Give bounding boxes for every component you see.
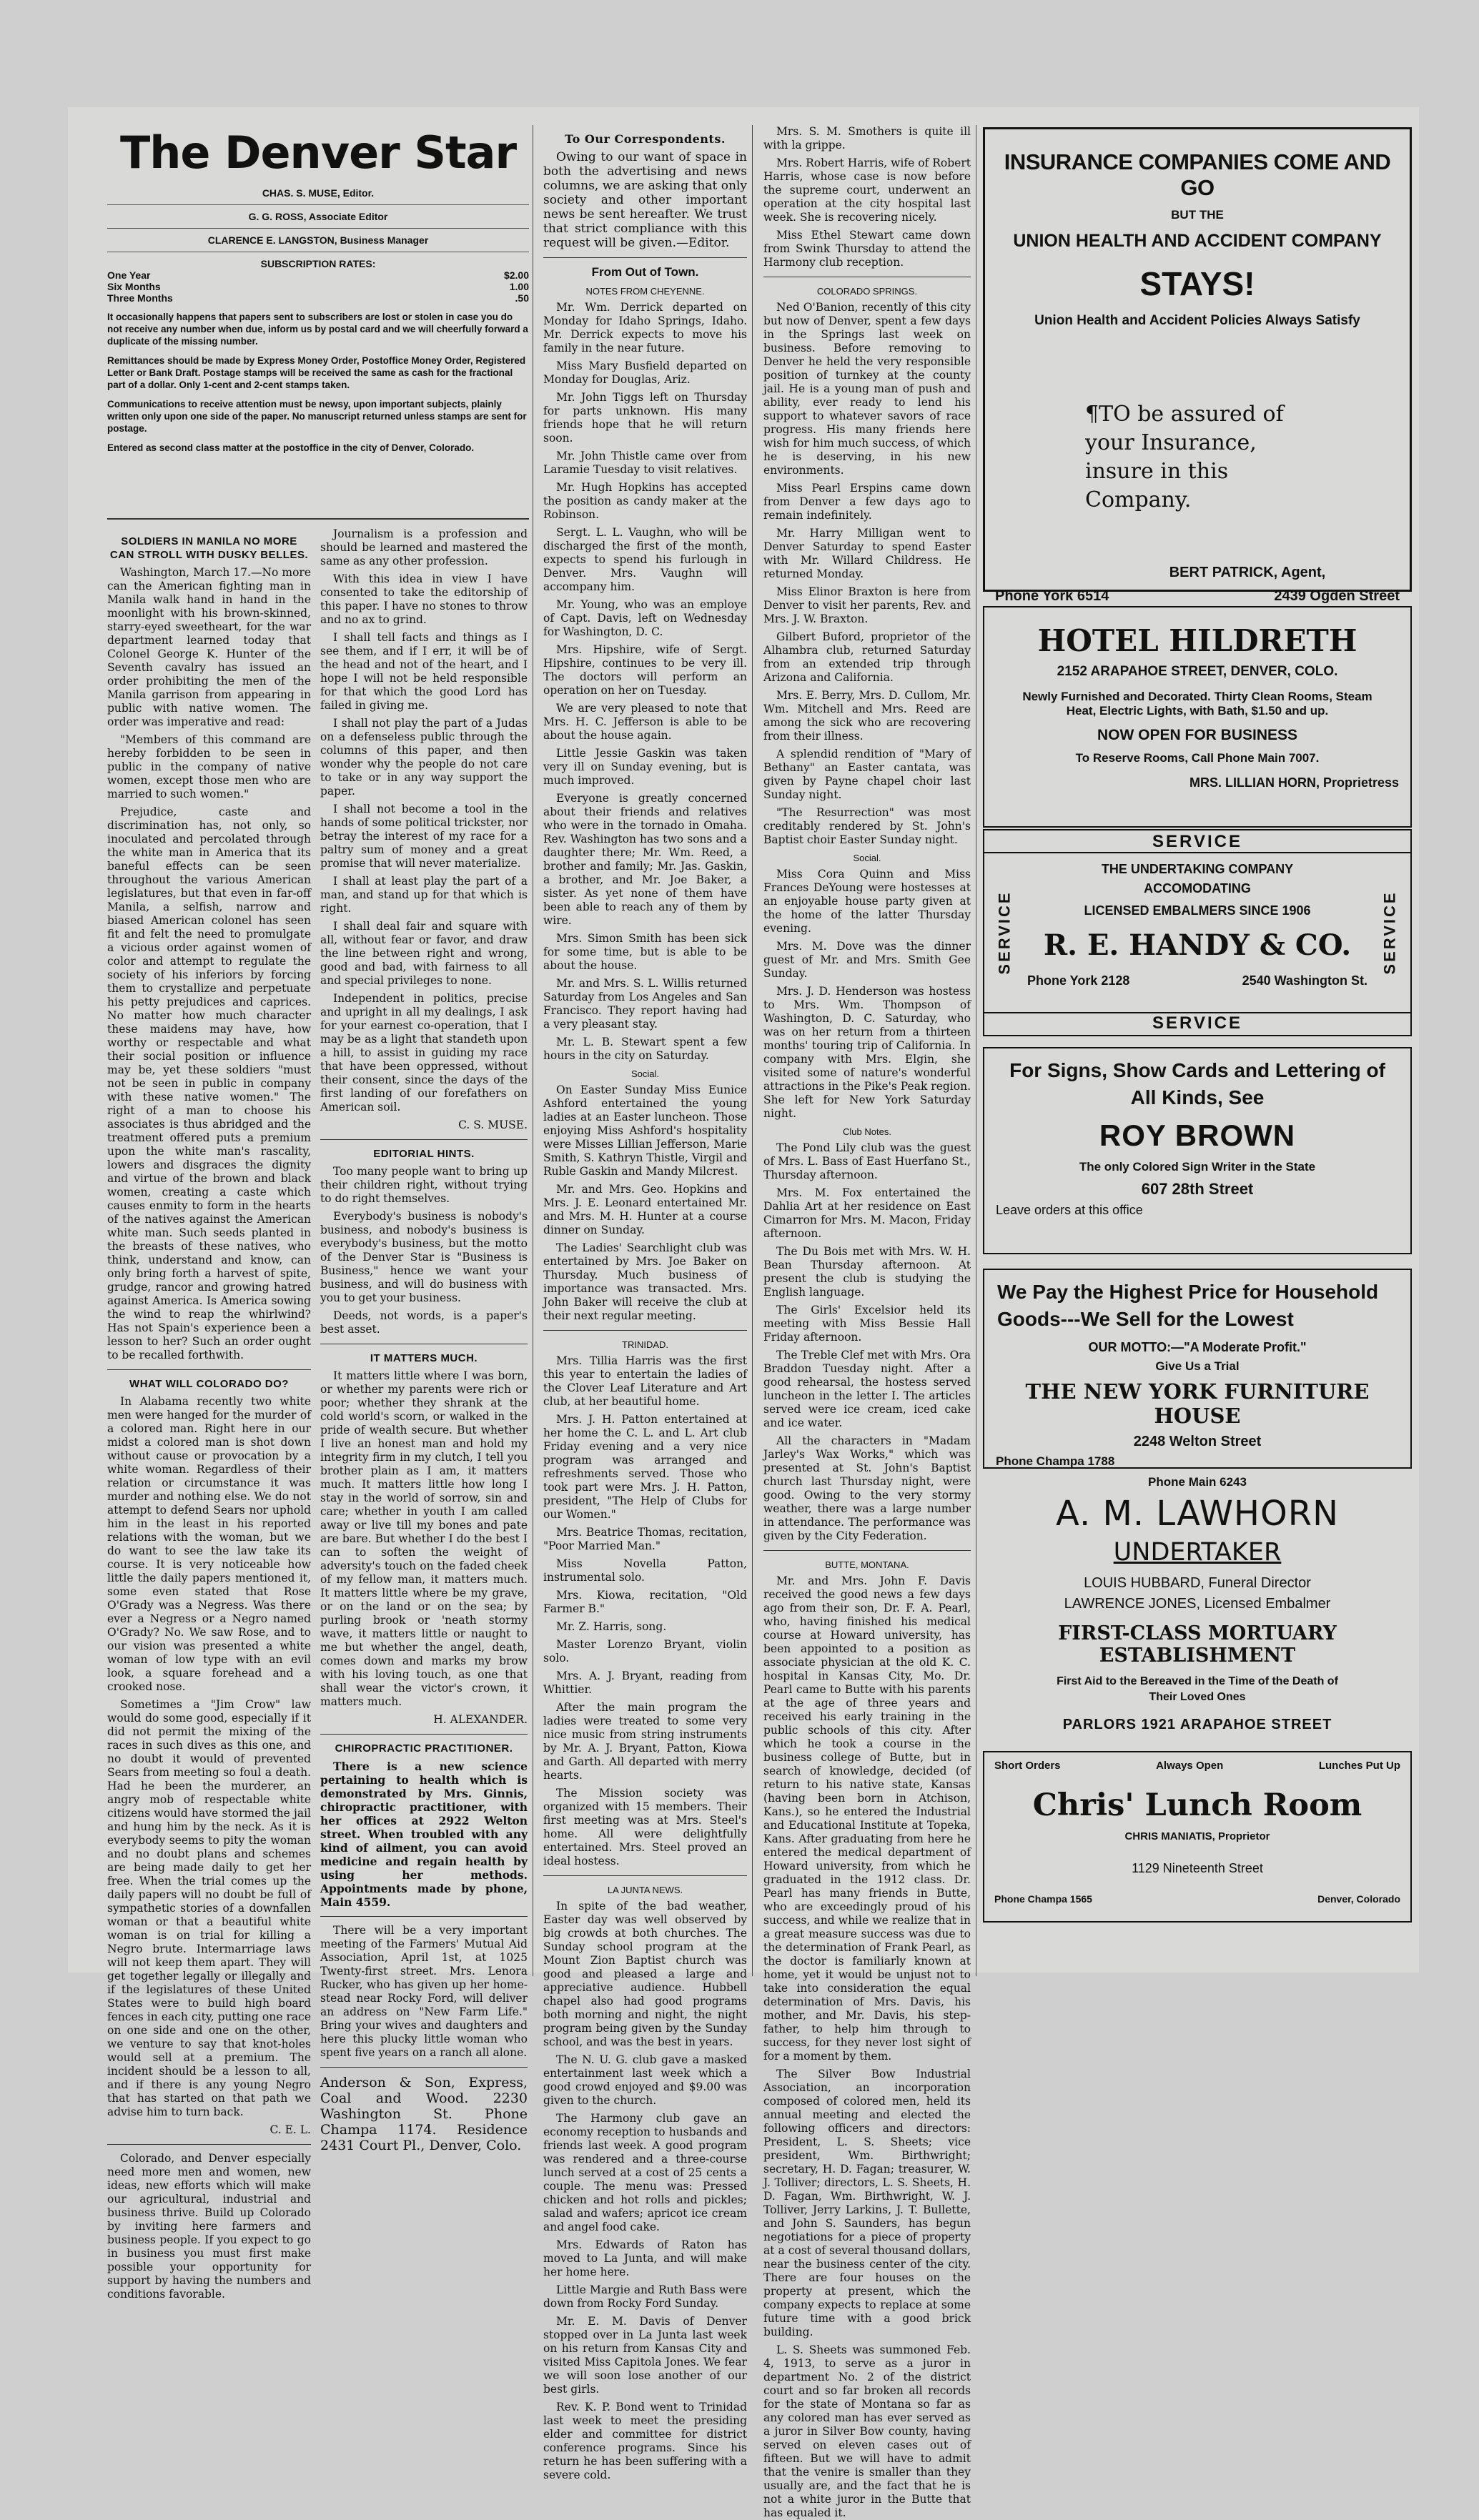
article-paragraph: With this idea in view I have consented to take the editorship of this paper. I have no stones to throw and no ax to grind. bbox=[320, 572, 528, 626]
masthead bbox=[107, 125, 529, 520]
divider bbox=[107, 2144, 311, 2145]
article-paragraph: Independent in politics, precise and upright in all my dealings, I ask for your earnest co-operation, that I may be as a light that standeth upon a hill, to assist in guiding my race that have been oppressed, without their consent, since the days of the first landing of our forefathers on American soil. bbox=[320, 992, 528, 1113]
article-headline: EDITORIAL HINTS. bbox=[373, 1148, 475, 1160]
service-banner-right: SERVICE bbox=[1380, 891, 1399, 975]
article-paragraph: Mr. and Mrs. S. L. Willis returned Saturday from Los Angeles and San Francisco. They report having had a very pleasant stay. bbox=[543, 977, 747, 1031]
divider bbox=[107, 1369, 311, 1370]
rates-title: SUBSCRIPTION RATES: bbox=[260, 258, 376, 269]
article-paragraph: I shall at least play the part of a man, and stand up for that which is right. bbox=[320, 875, 528, 915]
article-paragraph: Miss Mary Busfield departed on Monday for Douglas, Ariz. bbox=[543, 359, 747, 386]
article-paragraph: I shall not play the part of a Judas on a defenseless public through the columns of this paper, and then wonder why the people do not care to take or in any way support the paper. bbox=[320, 717, 528, 798]
article-paragraph: Mr. John Thistle came over from Laramie Tuesday to visit relatives. bbox=[543, 450, 747, 476]
article-paragraph: Sometimes a "Jim Crow" law would do some good, especially if it did not permit the mixing of the races in such dives as this one, and no doubt it would of prevented Sears from meeting so foul a death. Had he been the murderer, an angry mob of respectable white citizens would have stormed the jail and hung him by the neck. As it is everybody seems to pity the woman and no doubt plans and schemes are being made daily to get her free. When the trial comes up the daily papers will no doubt be full of sympathetic stories of a downfallen woman or that a beautiful white woman is on trial for killing a Negro brute. Intermarriage laws will not keep them apart. They will get together legally or illegally and if the legislatures of these United States were to build high board fences in each city, putting one race on one side and one on the other, we venture to say that knot-holes would sell at a premium. The incident should be a lesson to all, and if there is any young Negro that has started on that path we advise him to turn back. bbox=[107, 1698, 311, 2118]
article-paragraph: Mr. E. M. Davis of Denver stopped over in La Junta last week on his return from Kansas City and visited Miss Capitola Jones. We fear we will soon lose another of our best girls. bbox=[543, 2315, 747, 2396]
article-paragraph: The N. U. G. club gave a masked entertainment last week which a good crowd enjoyed and $9.00 was given to the church. bbox=[543, 2053, 747, 2107]
article-paragraph: Mr. Wm. Derrick departed on Monday for Idaho Springs, Idaho. Mr. Derrick expects to move his family in the near future. bbox=[543, 301, 747, 354]
article-paragraph: I shall tell facts and things as I see them, and if I err, it will be of the head and not of the heart, and I hope I will not be held responsible for that which the good Lord has failed in giving me. bbox=[320, 631, 528, 712]
associate-editor-line: G. G. ROSS, Associate Editor bbox=[107, 211, 529, 229]
divider bbox=[763, 1550, 971, 1551]
article-paragraph: The Girls' Excelsior held its meeting with Miss Bessie Hall Friday afternoon. bbox=[763, 1304, 971, 1344]
article-paragraph: Ned O'Banion, recently of this city but now of Denver, spent a few days in the Springs last week on business. Before removing to Denver he held the very responsible position of turnkey at the county jail. He is a young man of push and ability, ever ready to lend his support to whatever savors of race progress. His many friends here wish for him much success, of which he is deserving, in his new environments. bbox=[763, 301, 971, 477]
article-paragraph: Owing to our want of space in both the advertising and news columns, we are asking that only society and other important news be sent hereafter. We trust that strict compliance with this request will be given.—Editor. bbox=[543, 150, 747, 250]
article-paragraph: Miss Elinor Braxton is here from Denver to visit her parents, Rev. and Mrs. J. W. Braxton. bbox=[763, 585, 971, 625]
service-banner: SERVICE bbox=[984, 1012, 1410, 1033]
article-paragraph: The Mission society was organized with 15 members. Their first meeting was at Mrs. Steel's home. All were delightfully entertained. Mrs. Steel proved an ideal hostess. bbox=[543, 1787, 747, 1867]
article-paragraph: Washington, March 17.—No more can the American fighting man in Manila walk hand in hand in the moonlight with his brown-skinned, starry-eyed sweetheart, for the war department learned today that Colonel George K. Hunter of the Seventh cavalry has issued an order prohibiting the men of the Manila garrison from appearing in public with native women. The order was imperative and read: bbox=[107, 566, 311, 728]
article-paragraph: Mrs. Beatrice Thomas, recitation, "Poor Married Man." bbox=[543, 1526, 747, 1552]
divider bbox=[543, 1875, 747, 1876]
article-paragraph: The Treble Clef met with Mrs. Ora Braddon Tuesday night. After a good rehearsal, the hostess served luncheon in the letter I. The articles served were ice cream, iced cake and ice water. bbox=[763, 1349, 971, 1429]
article-paragraph: In spite of the bad weather, Easter day was well observed by big crowds at both churches. The Sunday school program at the Mount Zion Baptist church was good and pleased a large and appreciative audience. Hubbell chapel also had good programs both morning and night, the night program being given by the Sunday school, and was the best in years. bbox=[543, 1900, 747, 2048]
column-1 bbox=[107, 527, 311, 2301]
article-paragraph: The Silver Bow Industrial Association, an incorporation composed of colored men, held its annual meeting and elected the following officers and directors: President, L. S. Sheets; vice president, Wm. Birthwright; secretary, H. D. Fagan; treasurer, W. J. Tolliver; directors, L. S. Sheets, H. D. Fagan, Wm. Birthwright, W. J. Tolliver, Jerry Larkins, J. T. Bullette, and John S. Saunders, has begun negotiations for a piece of property at a cost of several thousand dollars, near the business center of the city. There are four houses on the property at present, which the company expects to replace at some future time with a good brick building. bbox=[763, 2068, 971, 2338]
service-banner-left: SERVICE bbox=[995, 891, 1014, 975]
article-paragraph: Miss Ethel Stewart came down from Swink Thursday to attend the Harmony club reception. bbox=[763, 229, 971, 269]
article-paragraph: We are very pleased to note that Mrs. H. C. Jefferson is able to be about the house again. bbox=[543, 702, 747, 742]
article-paragraph: The Ladies' Searchlight club was entertained by Mrs. Joe Baker on Thursday. Much business of importance was transacted. Mrs. John Baker will receive the club at their next regular meeting. bbox=[543, 1241, 747, 1322]
signature: H. ALEXANDER. bbox=[433, 1713, 528, 1726]
rate-row: Three Months .50 bbox=[107, 292, 529, 304]
divider bbox=[543, 1330, 747, 1331]
article-paragraph: Mrs. M. Fox entertained the Dahlia Art at her residence on East Cimarron for Mrs. M. Macon, Friday afternoon. bbox=[763, 1186, 971, 1240]
article-paragraph: Mrs. Hipshire, wife of Sergt. Hipshire, continues to be very ill. The doctors will perform an operation on her on Tuesday. bbox=[543, 643, 747, 697]
section-subhead: NOTES FROM CHEYENNE. bbox=[585, 286, 705, 297]
article-paragraph: "The Resurrection" was most creditably rendered by St. John's Baptist choir Easter Sunday night. bbox=[763, 806, 971, 846]
article-paragraph: There is a new science pertaining to health which is demonstrated by Mrs. Ginnis, chiropractic practitioner, with her offices at 2922 Welton street. When troubled with any kind of ailment, you can avoid medicine and regain health by using her methods. Appointments made by phone, Main 4559. bbox=[320, 1760, 528, 1909]
article-paragraph: There will be a very important meeting of the Farmers' Mutual Aid Association, April 1st, at 1025 Twenty-first street. Mrs. Lenora Rucker, who has given up her home-stead near Rocky Ford, will deliver an address on "New Farm Life." Bring your wives and daughters and here this plucky little woman who spent five years on a ranch all alone. bbox=[320, 1924, 528, 2059]
signature: C. S. MUSE. bbox=[458, 1118, 528, 1131]
notice-remittances: Remittances should be made by Express Money Order, Postoffice Money Order, Registered Letter or Bank Draft. Postage stamps will be received the same as cash for the fractional part of a dollar. Only 1-cent and 2-cent stamps taken. bbox=[107, 355, 526, 390]
section-subhead: Social. bbox=[630, 1068, 660, 1079]
business-manager-line: CLARENCE E. LANGSTON, Business Manager bbox=[107, 234, 529, 252]
ad-lawhorn-undertaker: Phone Main 6243 A. M. LAWHORN UNDERTAKER LOUIS HUBBARD, Funeral Director LAWRENCE JONES, Licensed Embalmer FIRST-CLASS MORTUARY ESTABLISHMENT First Aid to the Bereaved in the Time of the Death of Their Loved Ones PARLORS 1921 ARAPAHOE STREET bbox=[1055, 1475, 1340, 1732]
article-paragraph: Mrs. M. Dove was the dinner guest of Mr. and Mrs. Smith Gee Sunday. bbox=[763, 940, 971, 980]
signature: C. E. L. bbox=[269, 2123, 311, 2136]
column-3 bbox=[543, 125, 748, 2481]
section-subhead: BUTTE, MONTANA. bbox=[825, 1559, 909, 1570]
article-paragraph: Everybody's business is nobody's business, and nobody's business is everybody's business, but the motto of the Denver Star is "Business is Business," hence we want your business, and will do business with you to get your business. bbox=[320, 1210, 528, 1304]
article-paragraph: The Pond Lily club was the guest of Mrs. L. Bass of East Huerfano St., Thursday afternoon. bbox=[763, 1141, 971, 1181]
ad-handy-undertaking: SERVICE SERVICE SERVICE THE UNDERTAKING COMPANY ACCOMODATING LICENSED EMBALMERS SINCE 1906 R. E. HANDY & CO. Phone York 2128 2540 Washington St. SERVICE bbox=[983, 829, 1412, 1036]
column-2 bbox=[320, 527, 528, 2153]
article-paragraph: Master Lorenzo Bryant, violin solo. bbox=[543, 1638, 747, 1665]
article-paragraph: I shall not become a tool in the hands of some political trickster, nor betray the interest of my race for a paltry sum of money and a great promise that will never materialize. bbox=[320, 803, 528, 870]
article-paragraph: Mrs. E. Berry, Mrs. D. Cullom, Mr. Wm. Mitchell and Mrs. Reed are among the sick who are recovering from their illness. bbox=[763, 689, 971, 743]
divider bbox=[320, 1139, 528, 1140]
article-paragraph: "Members of this command are hereby forbidden to be seen in public in the company of native women, except those men who are married to such women." bbox=[107, 733, 311, 800]
article-paragraph: A splendid rendition of "Mary of Bethany" an Easter cantata, was given by Payne chapel choir last Sunday night. bbox=[763, 748, 971, 801]
subscription-rates bbox=[107, 258, 529, 304]
anderson-notice: Anderson & Son, Express, Coal and Wood. 2230 Washington St. Phone Champa 1174. Residence 2431 Court Pl., Denver, Colo. bbox=[320, 2075, 528, 2153]
article-paragraph: Journalism is a profession and should be learned and mastered the same as any other profession. bbox=[320, 527, 528, 567]
divider bbox=[320, 1734, 528, 1735]
article-paragraph: Mr. Young, who was an employe of Capt. Davis, left on Wednesday for Washington, D. C. bbox=[543, 598, 747, 638]
article-paragraph: Mr. and Mrs. Geo. Hopkins and Mrs. J. E. Leonard entertained Mr. and Mrs. M. H. Hunter at a course dinner on Sunday. bbox=[543, 1183, 747, 1236]
article-paragraph: I shall deal fair and square with all, without fear or favor, and draw the line between right and wrong, good and bad, with fairness to all and special privileges to none. bbox=[320, 920, 528, 987]
rate-row: One Year $2.00 bbox=[107, 269, 529, 281]
article-paragraph: After the main program the ladies were treated to some very nice music from string instruments by Mr. A. J. Bryant, Patton, Kiowa and Garth. All departed with merry hearts. bbox=[543, 1701, 747, 1782]
article-paragraph: In Alabama recently two white men were hanged for the murder of a colored man. Right here in our midst a colored man is shot down without cause or provocation by a white woman. Regardless of their relation or circumstance it was murder and nothing else. We do not attempt to defend Sears nor uphold him in the least in his reported relations with the woman, but we do want to see the law take its course. It is very noticeable how little the daily papers mentioned it, some even stated that Rose O'Grady was a Negress. Was there ever a Negress or a Negro named O'Grady? No. We saw Rose, and to our vision was presented a white woman of low type with an evil look, a square forehead and a crooked nose. bbox=[107, 1395, 311, 1693]
divider bbox=[320, 2067, 528, 2068]
section-subhead: COLORADO SPRINGS. bbox=[816, 286, 918, 297]
entered-notice: Entered as second class matter at the postoffice in the city of Denver, Colorado. bbox=[107, 442, 475, 453]
editor-line: CHAS. S. MUSE, Editor. bbox=[107, 187, 529, 205]
divider bbox=[320, 1916, 528, 1917]
section-subhead: Social. bbox=[853, 853, 881, 863]
article-paragraph: Miss Novella Patton, instrumental solo. bbox=[543, 1557, 747, 1584]
article-paragraph: Mrs. J. H. Patton entertained at her home the C. L. and L. Art club Friday evening and a very nice program was arranged and refreshments served. Those who took part were Mrs. J. H. Patton, president, "The Help of Clubs for our Women." bbox=[543, 1413, 747, 1521]
article-paragraph: All the characters in "Madam Jarley's Wax Works," which was presented at St. John's Baptist church last Thursday night, were good. Owing to the very stormy weather, there was a large number in attendance. The performance was given by the City Federation. bbox=[763, 1434, 971, 1542]
ad-new-york-furniture: We Pay the Highest Price for Household Goods---We Sell for the Lowest OUR MOTTO:—"A Moderate Profit." Give Us a Trial THE NEW YORK FURNITURE HOUSE 2248 Welton Street Phone Champa 1788 bbox=[983, 1269, 1412, 1469]
article-paragraph: Mrs. Tillia Harris was the first this year to entertain the ladies of the Clover Leaf Literature and Art club, at her beautiful home. bbox=[543, 1354, 747, 1408]
article-paragraph: Mr. Z. Harris, song. bbox=[556, 1620, 667, 1633]
article-paragraph: Everyone is greatly concerned about their friends and relatives who were in the tornado in Omaha. Rev. Washington has two sons and a daughter there; Mr. Wm. Reed, a brother and family; Mr. Jas. Gaskin, a brother, and Mr. Joe Baker, a sister. As yet none of them have been able to reach any of them by wire. bbox=[543, 792, 747, 927]
article-paragraph: Mr. Harry Milligan went to Denver Saturday to spend Easter with Mr. Willard Childress. He returned Monday. bbox=[763, 527, 971, 580]
ad-insurance: INSURANCE COMPANIES COME AND GO BUT THE UNION HEALTH AND ACCIDENT COMPANY STAYS! Union Health and Accident Policies Always Satisfy ¶TO be assured of your Insurance, insure in this Company. BERT PATRICK, Agent, Phone York 6514 2439 Ogden Street bbox=[983, 127, 1412, 592]
section-headline: From Out of Town. bbox=[591, 265, 699, 279]
article-paragraph: Mr. L. B. Stewart spent a few hours in the city on Saturday. bbox=[543, 1036, 747, 1062]
article-paragraph: Mrs. Simon Smith has been sick for some time, but is able to be about the house. bbox=[543, 932, 747, 972]
section-subhead: LA JUNTA NEWS. bbox=[607, 1885, 683, 1895]
article-paragraph: Mr. John Tiggs left on Thursday for parts unknown. His many friends hope that he will return soon. bbox=[543, 391, 747, 445]
column-4 bbox=[763, 125, 971, 2519]
article-paragraph: Rev. K. P. Bond went to Trinidad last week to meet the presiding elder and committee for district conference programs. Since his return he has been suffering with a severe cold. bbox=[543, 2401, 747, 2481]
article-paragraph: Mrs. Kiowa, recitation, "Old Farmer B." bbox=[543, 1589, 747, 1615]
article-paragraph: Mrs. J. D. Henderson was hostess to Mrs. Wm. Thompson of Washington, D. C. Saturday, who was on her return from a thirteen months' touring trip of California. In company with Mrs. Elgin, she visited some of nature's wonderful attractions in the Pike's Peak region. She left for New York Saturday night. bbox=[763, 985, 971, 1120]
article-paragraph: Little Jessie Gaskin was taken very ill on Sunday evening, but is much improved. bbox=[543, 747, 747, 787]
article-paragraph: Too many people want to bring up their children right, without trying to do right themselves. bbox=[320, 1165, 528, 1205]
article-headline: SOLDIERS IN MANILA NO MORE CAN STROLL WITH DUSKY BELLES. bbox=[109, 535, 309, 561]
article-paragraph: It matters little where I was born, or whether my parents were rich or poor; whether they shrank at the cold world's scorn, or walked in the pride of wealth secure. But whether I live an honest man and hold my integrity firm in my clutch, I tell you brother plain as I am, it matters much. It matters little how long I stay in the world of sorrow, sin and care; whether in youth I am called away or live till my bones and pate are bare. But whether I do the best I can to soften the weight of adversity's touch on the faded cheek of my fellow man, it matters much. It matters little where be my grave, or on the land or on the sea; by purling brook or 'neath stormy wave, it matters little or naught to me but whether the angel, death, comes down and marks my brow with his loving touch, as one that shall wear the victor's crown, it matters much. bbox=[320, 1369, 528, 1708]
section-subhead: TRINIDAD. bbox=[622, 1339, 668, 1350]
article-paragraph: Mrs. S. M. Smothers is quite ill with la grippe. bbox=[763, 125, 971, 152]
notice-communications: Communications to receive attention must be newsy, upon important subjects, plainly written only upon one side of the paper. No manuscript returned unless stamps are sent for postage. bbox=[107, 399, 527, 434]
article-paragraph: Mr. and Mrs. John F. Davis received the good news a few days ago from their son, Dr. F. A. Pearl, who, having finished his medical course at Howard university, has been appointed to a position as associate physician at the old K. C. hospital in Kansas City, Mo. Dr. Pearl came to Butte with his parents at the age of three years and received his early training in the public schools of this city. After which he took a course in the business college of Butte, but in search of knowledge, decided (of return to his native state, Kansas (having been born in Atchison, Kans.), so he entered the Industrial and Educational Institute at Topeka, Kans. After graduating from here he entered the medical department of Howard university, from which he graduated in the 1912 class. Dr. Pearl has many friends in Butte, who are exceedingly proud of his success, and while we realize that in a great measure success was due to the determination of Frank Pearl, as the doctor is familiarly known at home, yet it would be unjust not to take into consideration the equal determination of Mrs. Davis, his mother, and Mr. Davis, his step-father, to help him through to success, for they never lost sight of for a moment by them. bbox=[763, 1574, 971, 2063]
article-paragraph: Colorado, and Denver especially need more men and women, new ideas, new efforts which will make our agricultural, industrial and business thrive. Build up Colorado by inviting here farmers and business people. If you expect to go in business you must first make possible your opportunity for support by having the numbers and conditions favorable. bbox=[107, 2152, 311, 2301]
divider bbox=[543, 257, 747, 258]
article-headline: IT MATTERS MUCH. bbox=[370, 1352, 478, 1364]
ad-chris-lunch-room: Short Orders Always Open Lunches Put Up Chris' Lunch Room CHRIS MANIATIS, Proprietor 1129 Nineteenth Street Phone Champa 1565 Denver, Colorado bbox=[983, 1751, 1412, 1923]
article-paragraph: On Easter Sunday Miss Eunice Ashford entertained the young ladies at an Easter luncheon. Those enjoying Miss Ashford's hospitality were Misses Lillian Jefferson, Marie Smith, S. Kathryn Thistle, Virgil and Ruble Gaskin and Mandy Milcrest. bbox=[543, 1083, 748, 1178]
article-paragraph: The Du Bois met with Mrs. W. H. Bean Thursday afternoon. At present the club is studying the English language. bbox=[763, 1245, 971, 1299]
article-paragraph: Miss Cora Quinn and Miss Frances DeYoung were hostesses at an enjoyable house party given at the home of the latter Thursday evening. bbox=[763, 868, 971, 935]
article-paragraph: Mrs. Robert Harris, wife of Robert Harris, whose case is now before the supreme court, underwent an operation at the city hospital last week. She is recovering nicely. bbox=[763, 157, 971, 224]
article-paragraph: Sergt. L. L. Vaughn, who will be discharged the first of the month, expects to spend his furlough in Denver. Mrs. Vaughn will accompany him. bbox=[543, 526, 747, 593]
article-paragraph: Deeds, not words, is a paper's best asset. bbox=[320, 1309, 528, 1336]
ad-roy-brown-signs: For Signs, Show Cards and Lettering of All Kinds, See ROY BROWN The only Colored Sign Writer in the State 607 28th Street Leave orders at this office bbox=[983, 1047, 1412, 1254]
service-banner: SERVICE bbox=[984, 832, 1410, 853]
ad-hotel-hildreth: HOTEL HILDRETH 2152 ARAPAHOE STREET, DENVER, COLO. Newly Furnished and Decorated. Thirty Clean Rooms, Steam Heat, Electric Lights, with Bath, $1.50 and up. NOW OPEN FOR BUSINESS To Reserve Rooms, Call Phone Main 7007. MRS. LILLIAN HORN, Proprietress bbox=[983, 606, 1412, 828]
rate-row: Six Months 1.00 bbox=[107, 281, 529, 292]
notice-lost-papers: It occasionally happens that papers sent to subscribers are lost or stolen in case you do not receive any number when due, inform us by postal card and we will cheerfully forward a duplicate of the missing number. bbox=[107, 312, 528, 347]
section-subhead: Club Notes. bbox=[843, 1126, 891, 1137]
article-paragraph: Prejudice, caste and discrimination has, not only, so inoculated and percolated through the white man in America that its baneful effects can be seen throughout the various American legislatures, but that even in far-off Manila, a selfish, narrow and biased American colonel has seen fit and felt the need to promulgate a vicious order against women of color and attempt to regulate the society of his inferiors by forcing them to crystallize and perpetuate his petty prejudices and caprices. No matter how much character these maidens may have, how worthy or respectable and what their social position or influence may be, yet these soldiers "must not be seen in public in company with these native women." The right of a man to choose his associates is thus abridged and the treatment offered puts a premium upon the white man's rascality, lowers and disgraces the dignity and virtue of the brown and black women, creating a caste which causes enmity to form in the hearts of the natives against the American white man. Such seeds planted in the breasts of these natives, who think, understand and know, can only bring forth a harvest of spite, grudge, rancor and growing hatred against America. Is America sowing the wind to reap the whirlwind? Has not Spain's experience been a lesson to her? Such an order ought to be recalled forthwith. bbox=[107, 805, 311, 1361]
article-paragraph: Mrs. A. J. Bryant, reading from Whittier. bbox=[543, 1670, 747, 1696]
article-paragraph: Mrs. Edwards of Raton has moved to La Junta, and will make her home here. bbox=[543, 2238, 747, 2278]
column-rule bbox=[752, 125, 753, 1976]
article-paragraph: Mr. Hugh Hopkins has accepted the position as candy maker at the Robinson. bbox=[543, 481, 747, 521]
article-paragraph: L. S. Sheets was summoned Feb. 4, 1913, to serve as a juror in department No. 2 of the district court and so far broken all records for the state of Montana so far as any colored man has ever served as a juror in Silver Bow county, having served on eleven cases out of fifteen. But we will have to admit that the venire is smaller than they usually are, and the fact that he is not a white juror in the Butte that has equaled it. bbox=[763, 2343, 971, 2519]
newspaper-title: The Denver Star bbox=[119, 127, 517, 179]
article-headline: WHAT WILL COLORADO DO? bbox=[129, 1378, 289, 1390]
article-headline: CHIROPRACTIC PRACTITIONER. bbox=[335, 1742, 513, 1755]
article-paragraph: Miss Pearl Erspins came down from Denver a few days ago to remain indefinitely. bbox=[763, 482, 971, 522]
article-headline: To Our Correspondents. bbox=[565, 132, 726, 146]
article-paragraph: The Harmony club gave an economy reception to husbands and friends last week. A good program was rendered and a three-course lunch served at a cost of 25 cents a couple. The menu was: Pressed chicken and hot rolls and pickles; salad and wafers; apricot ice cream and angel food cake. bbox=[543, 2112, 747, 2233]
article-paragraph: Gilbert Buford, proprietor of the Alhambra club, returned Saturday from an extended trip through Arizona and California. bbox=[763, 630, 971, 684]
article-paragraph: Little Margie and Ruth Bass were down from Rocky Ford Sunday. bbox=[543, 2283, 747, 2310]
